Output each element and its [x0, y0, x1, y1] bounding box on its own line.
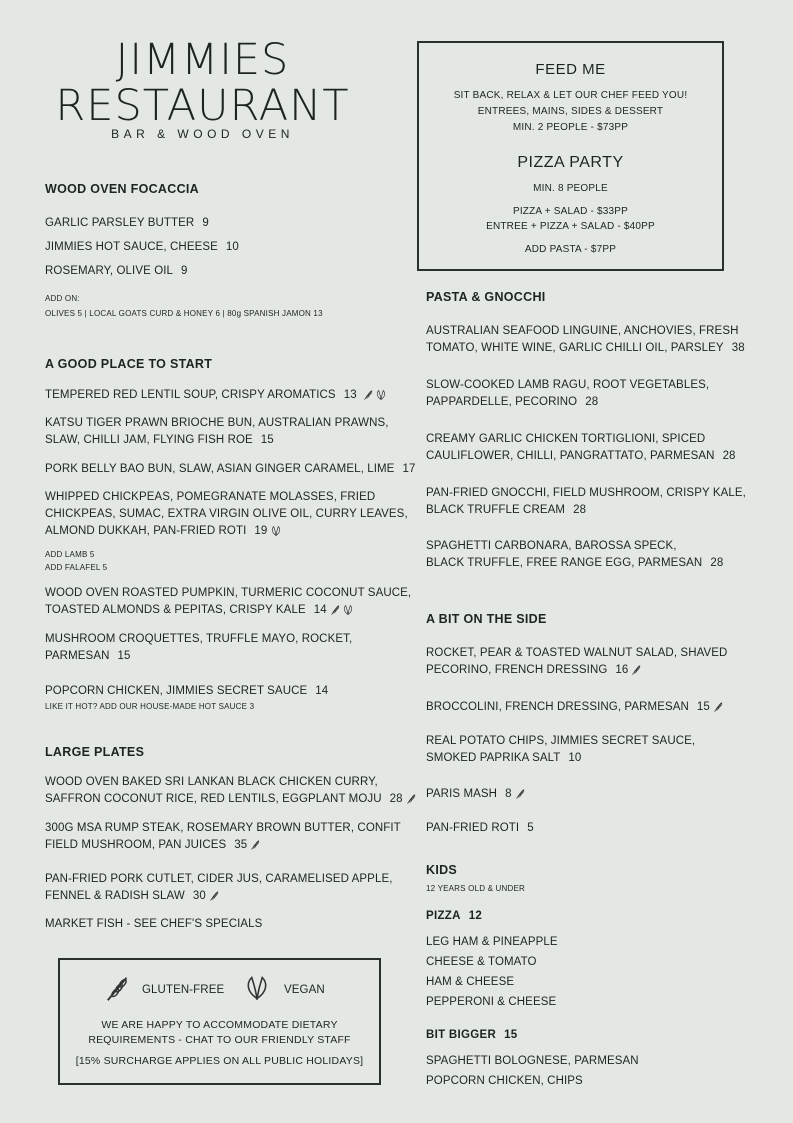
pizza-party-min: MIN. 8 PEOPLE [533, 183, 608, 194]
list-item: SPAGHETTI BOLOGNESE, PARMESAN [426, 1055, 639, 1067]
large-heading: LARGE PLATES [45, 745, 145, 759]
surcharge-note: [15% SURCHARGE APPLIES ON ALL PUBLIC HOLIDAYS] [75, 1055, 364, 1067]
wheat-icon [515, 788, 527, 800]
leaf-icon [342, 604, 354, 616]
pizza-party-option-2: ENTREE + PIZZA + SALAD - $40PP [486, 221, 655, 232]
wheat-icon [250, 839, 262, 851]
menu-item: BROCCOLINI, FRENCH DRESSING, PARMESAN 15 [426, 699, 725, 716]
feed-me-title: FEED ME [535, 61, 606, 78]
kids-heading: KIDS [426, 863, 458, 877]
menu-item: SPAGHETTI CARBONARA, BAROSSA SPECK, BLACK TRUFFLE, FREE RANGE EGG, PARMESAN 28 [426, 540, 724, 569]
pasta-heading: PASTA & GNOCCHI [426, 290, 546, 304]
kids-pizza-heading: PIZZA 12 [426, 910, 483, 922]
addon-text: OLIVES 5 | LOCAL GOATS CURD & HONEY 6 | 80g SPANISH JAMON 13 [45, 309, 323, 318]
menu-item: 300G MSA RUMP STEAK, ROSEMARY BROWN BUTTER, CONFIT FIELD MUSHROOM, PAN JUICES 35 [45, 822, 401, 851]
leaf-icon [243, 974, 271, 1002]
menu-item: TEMPERED RED LENTIL SOUP, CRISPY AROMATICS 13 [45, 387, 387, 404]
wheat-icon [363, 389, 375, 401]
menu-item: PORK BELLY BAO BUN, SLAW, ASIAN GINGER CARAMEL, LIME 17 [45, 463, 416, 475]
side-heading: A BIT ON THE SIDE [426, 612, 547, 626]
feed-me-box [417, 41, 724, 271]
dietary-note-2: REQUIREMENTS - CHAT TO OUR FRIENDLY STAFF [88, 1034, 351, 1046]
menu-item: POPCORN CHICKEN, JIMMIES SECRET SAUCE 14 [45, 685, 329, 697]
feed-me-line-1: SIT BACK, RELAX & LET OUR CHEF FEED YOU! [453, 90, 688, 101]
wheat-icon [209, 890, 221, 902]
menu-item: PAN-FRIED PORK CUTLET, CIDER JUS, CARAMELISED APPLE, FENNEL & RADISH SLAW 30 [45, 873, 393, 902]
focaccia-heading: WOOD OVEN FOCACCIA [45, 182, 200, 196]
pizza-party-add-pasta: ADD PASTA - $7PP [524, 244, 617, 255]
feed-me-line-2: ENTREES, MAINS, SIDES & DESSERT [477, 106, 664, 117]
wheat-icon [713, 701, 725, 713]
start-heading: A GOOD PLACE TO START [45, 357, 213, 371]
menu-item: KATSU TIGER PRAWN BRIOCHE BUN, AUSTRALIAN PRAWNS, SLAW, CHILLI JAM, FLYING FISH ROE 15 [45, 417, 389, 446]
gluten-free-label: GLUTEN-FREE [142, 984, 225, 996]
menu-item: WOOD OVEN BAKED SRI LANKAN BLACK CHICKEN CURRY, SAFFRON COCONUT RICE, RED LENTILS, EGGPLANT MOJU 28 [45, 774, 418, 808]
menu-item: ROSEMARY, OLIVE OIL 9 [45, 265, 188, 277]
menu-item: MUSHROOM CROQUETTES, TRUFFLE MAYO, ROCKET, PARMESAN 15 [45, 633, 353, 662]
feed-me-line-3: MIN. 2 PEOPLE - $73PP [512, 122, 629, 133]
leaf-icon [375, 389, 387, 401]
title-line-1: JIMMIES [115, 35, 290, 85]
menu-item: ROCKET, PEAR & TOASTED WALNUT SALAD, SHAVED PECORINO, FRENCH DRESSING 16 [426, 647, 728, 676]
menu-item: AUSTRALIAN SEAFOOD LINGUINE, ANCHOVIES, FRESH TOMATO, WHITE WINE, GARLIC CHILLI OIL, PARSLEY 38 [426, 325, 745, 354]
title-line-2: RESTAURANT [55, 81, 350, 131]
wheat-icon [631, 664, 643, 676]
wheat-icon [104, 974, 134, 1004]
restaurant-subtitle: BAR & WOOD OVEN [111, 127, 294, 141]
menu-item: CREAMY GARLIC CHICKEN TORTIGLIONI, SPICED CAULIFLOWER, CHILLI, PANGRATTATO, PARMESAN 28 [426, 433, 736, 462]
addon-label: ADD ON: [45, 294, 80, 303]
menu-item: MARKET FISH - SEE CHEF'S SPECIALS [45, 918, 263, 930]
menu-item: PARIS MASH 8 [426, 786, 527, 803]
vegan-label: VEGAN [284, 984, 325, 996]
menu-item: JIMMIES HOT SAUCE, CHEESE 10 [45, 241, 239, 253]
add-falafel: ADD FALAFEL 5 [45, 563, 108, 572]
menu-item: PAN-FRIED ROTI 5 [426, 822, 534, 834]
list-item: CHEESE & TOMATO [426, 956, 537, 968]
wheat-icon [330, 604, 342, 616]
list-item: POPCORN CHICKEN, CHIPS [426, 1075, 583, 1087]
pizza-party-title: PIZZA PARTY [517, 154, 624, 171]
kids-bigger-heading: BIT BIGGER 15 [426, 1029, 518, 1041]
menu-item: WHIPPED CHICKPEAS, POMEGRANATE MOLASSES, FRIED CHICKPEAS, SUMAC, EXTRA VIRGIN OLIVE OIL, CURRY LEAVES, ALMOND DUKKAH, PAN-FRIED ROTI 19 [45, 491, 408, 537]
menu-item: REAL POTATO CHIPS, JIMMIES SECRET SAUCE, SMOKED PAPRIKA SALT 10 [426, 735, 696, 764]
add-lamb: ADD LAMB 5 [45, 550, 95, 559]
list-item: PEPPERONI & CHEESE [426, 996, 557, 1008]
wheat-icon [406, 793, 418, 805]
hot-sauce-note: LIKE IT HOT? ADD OUR HOUSE-MADE HOT SAUCE 3 [45, 702, 255, 711]
menu-item: GARLIC PARSLEY BUTTER 9 [45, 217, 209, 229]
menu-item: WOOD OVEN ROASTED PUMPKIN, TURMERIC COCONUT SAUCE, TOASTED ALMONDS & PEPITAS, CRISPY KALE 14 [45, 587, 412, 616]
list-item: LEG HAM & PINEAPPLE [426, 936, 558, 948]
menu-item: SLOW-COOKED LAMB RAGU, ROOT VEGETABLES, PAPPARDELLE, PECORINO 28 [426, 379, 710, 408]
kids-age-note: 12 YEARS OLD & UNDER [426, 884, 525, 893]
pizza-party-option-1: PIZZA + SALAD - $33PP [512, 206, 629, 217]
list-item: HAM & CHEESE [426, 976, 515, 988]
leaf-icon [270, 525, 282, 537]
menu-item: PAN-FRIED GNOCCHI, FIELD MUSHROOM, CRISPY KALE, BLACK TRUFFLE CREAM 28 [426, 487, 746, 516]
dietary-note-1: WE ARE HAPPY TO ACCOMMODATE DIETARY [101, 1019, 338, 1031]
dietary-legend-box [58, 958, 381, 1085]
restaurant-name [30, 37, 375, 129]
